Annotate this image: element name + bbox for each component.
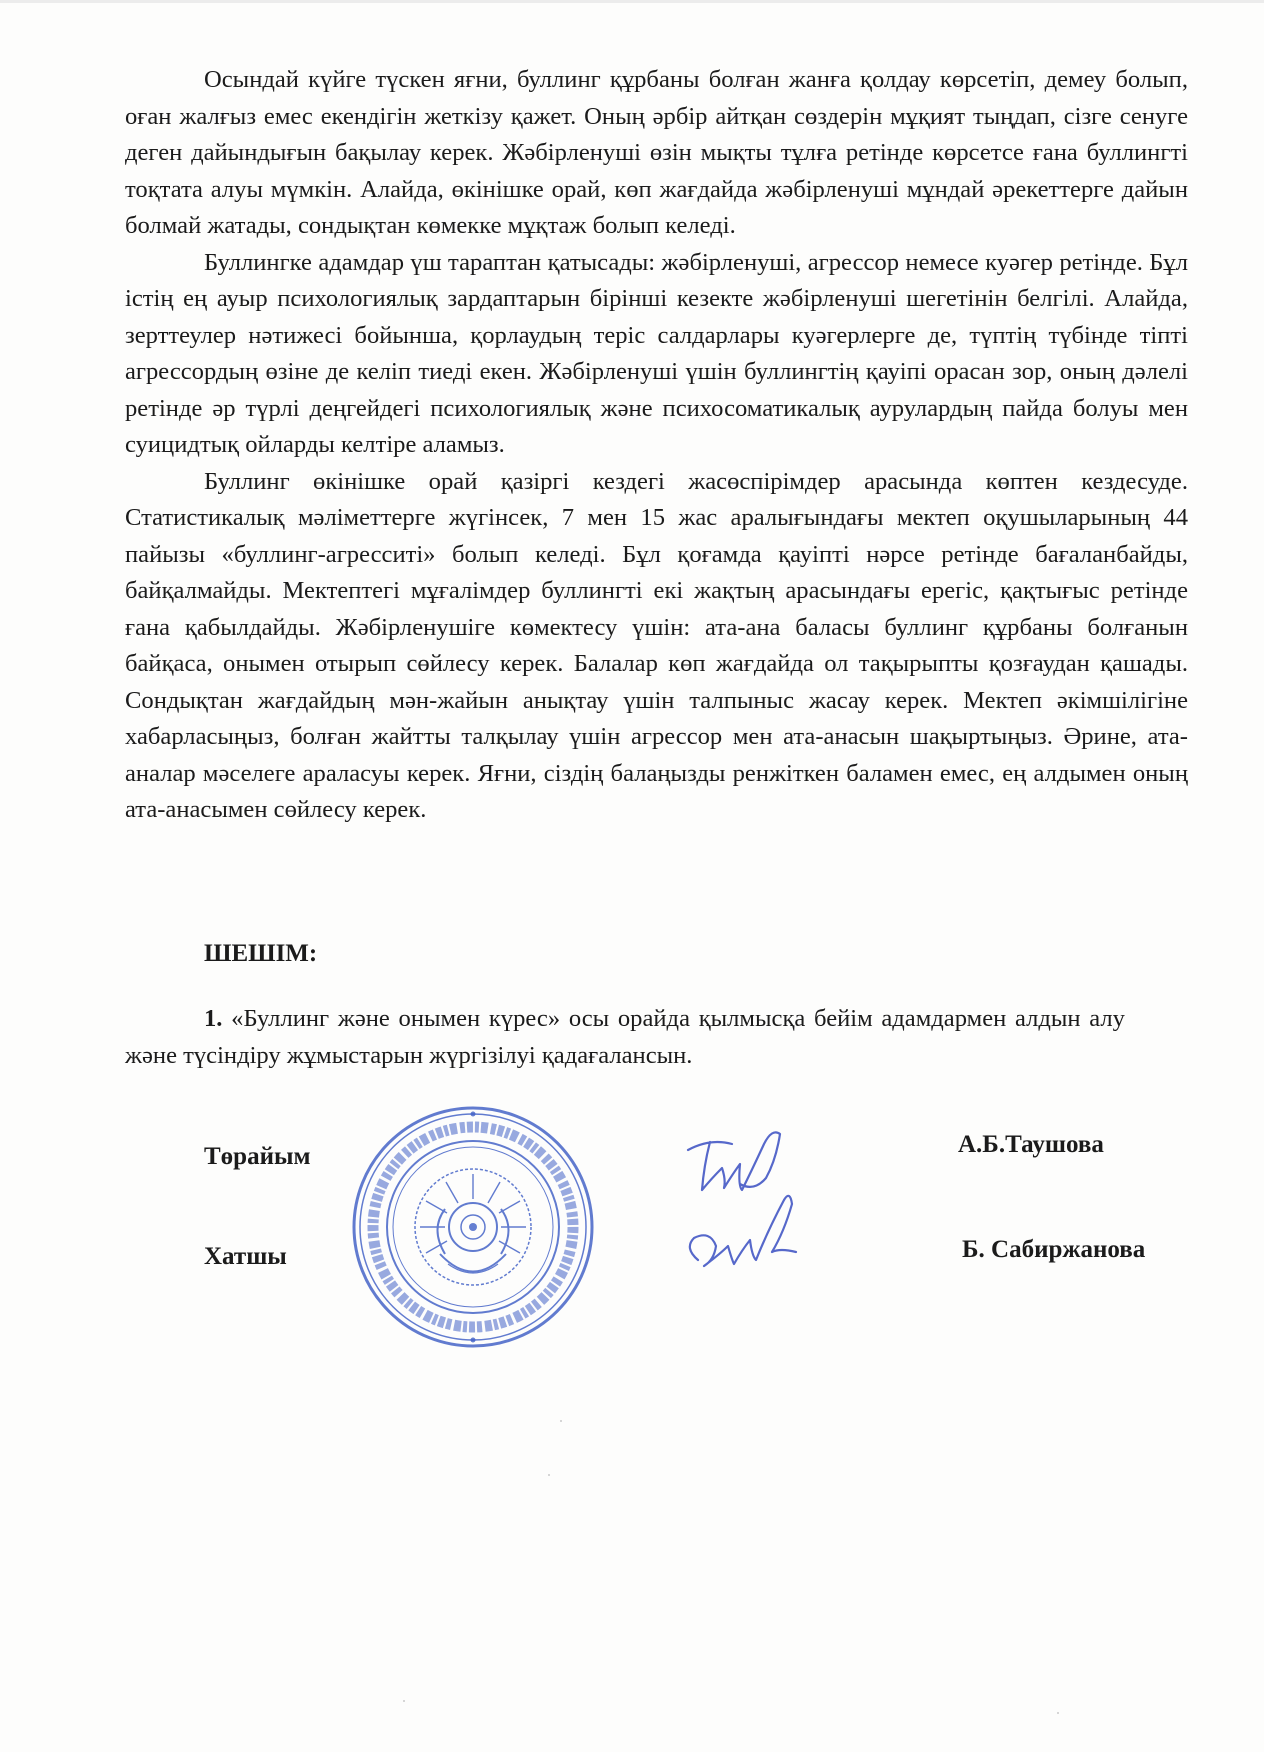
- decision-item-number: 1.: [204, 1005, 223, 1032]
- chair-role: Төрайым: [204, 1143, 311, 1170]
- scan-speck: [1057, 1712, 1059, 1714]
- scan-speck: [548, 1474, 550, 1476]
- secretary-name: Б. Сабиржанова: [962, 1236, 1146, 1263]
- scan-speck: [560, 1420, 562, 1422]
- paragraph-statistics: Буллинг өкінішке орай қазіргі кездегі жасөспірімдер арасында көптен кездесуде. Статистикалық мәліметтерге жүгінсек, 7 мен 15 жас аралығындағы мектеп оқушыларының 44 пайызы «буллинг-агресситі» болып келеді. Бұл қоғамда қауіпті нәрсе ретінде бағаланбайды, байқалмайды. Мектептегі мұғалімдер буллингті екі жақтың арасындағы ерегіс, қақтығыс ретінде ғана қабылдайды. Жәбірленушіге көмектесу үшін: ата-ана баласы буллинг құрбаны болғанын байқаса, онымен отырып сөйлесу керек. Балалар көп жағдайда ол тақырыпты қозғаудан қашады. Сондықтан жағдайдың мән-жайын анықтау үшін талпыныс жасау керек. Мектеп әкімшілігіне хабарласыңыз, болған жайтты талқылау үшін агрессор мен ата-анасын шақыртыңыз. Әрине, ата-аналар мәселеге араласуы керек. Яғни, сіздің балаңызды ренжіткен баламен емес, ең алдымен оның ата-анасымен сөйлесу керек.: [125, 467, 1188, 823]
- scan-edge: [0, 0, 1264, 3]
- decision-item: [125, 1000, 1125, 1074]
- handwritten-signatures-icon: [680, 1120, 810, 1300]
- body-text: [125, 62, 1188, 829]
- official-seal-icon: [350, 1104, 596, 1350]
- paragraph-participants: Буллингке адамдар үш тараптан қатысады: жәбірленуші, агрессор немесе куәгер ретінде. Бұл істің ең ауыр психологиялық зардаптарын бірінші кезекте жәбірленуші шегетінін белгілі. Алайда, зерттеулер нәтижесі бойынша, қорлаудың теріс салдарлары куәгерлерге де, түптің түбінде тіпті агрессордың өзіне де келіп тиеді екен. Жәбірленуші үшін буллингтің қауіпі орасан зор, оның дәлелі ретінде әр түрлі деңгейдегі психологиялық және психосоматикалық аурулардың пайда болуы мен суицидтық ойларды келтіре аламыз.: [125, 248, 1188, 458]
- scan-speck: [403, 1700, 405, 1702]
- decision-heading: ШЕШІМ:: [204, 940, 318, 967]
- secretary-role: Хатшы: [204, 1243, 287, 1270]
- decision-item-text: «Буллинг және онымен күрес» осы орайда қылмысқа бейім адамдармен алдын алу және түсіндіру жұмыстарын жүргізілуі қадағалансын.: [125, 1005, 1125, 1069]
- paragraph-support-victim: Осындай күйге түскен яғни, буллинг құрбаны болған жанға қолдау көрсетіп, демеу болып, оған жалғыз емес екендігін жеткізу қажет. Оның әрбір айтқан сөздерін мұқият тыңдап, сізге сенуге деген дайындығын бақылау керек. Жәбірленуші өзін мықты тұлға ретінде көрсетсе ғана буллингті тоқтата алуы мүмкін. Алайда, өкінішке орай, көп жағдайда жәбірленуші мұндай әрекеттерге дайын болмай жатады, сондықтан көмекке мұқтаж болып келеді.: [125, 66, 1188, 239]
- chair-name: А.Б.Таушова: [958, 1131, 1104, 1158]
